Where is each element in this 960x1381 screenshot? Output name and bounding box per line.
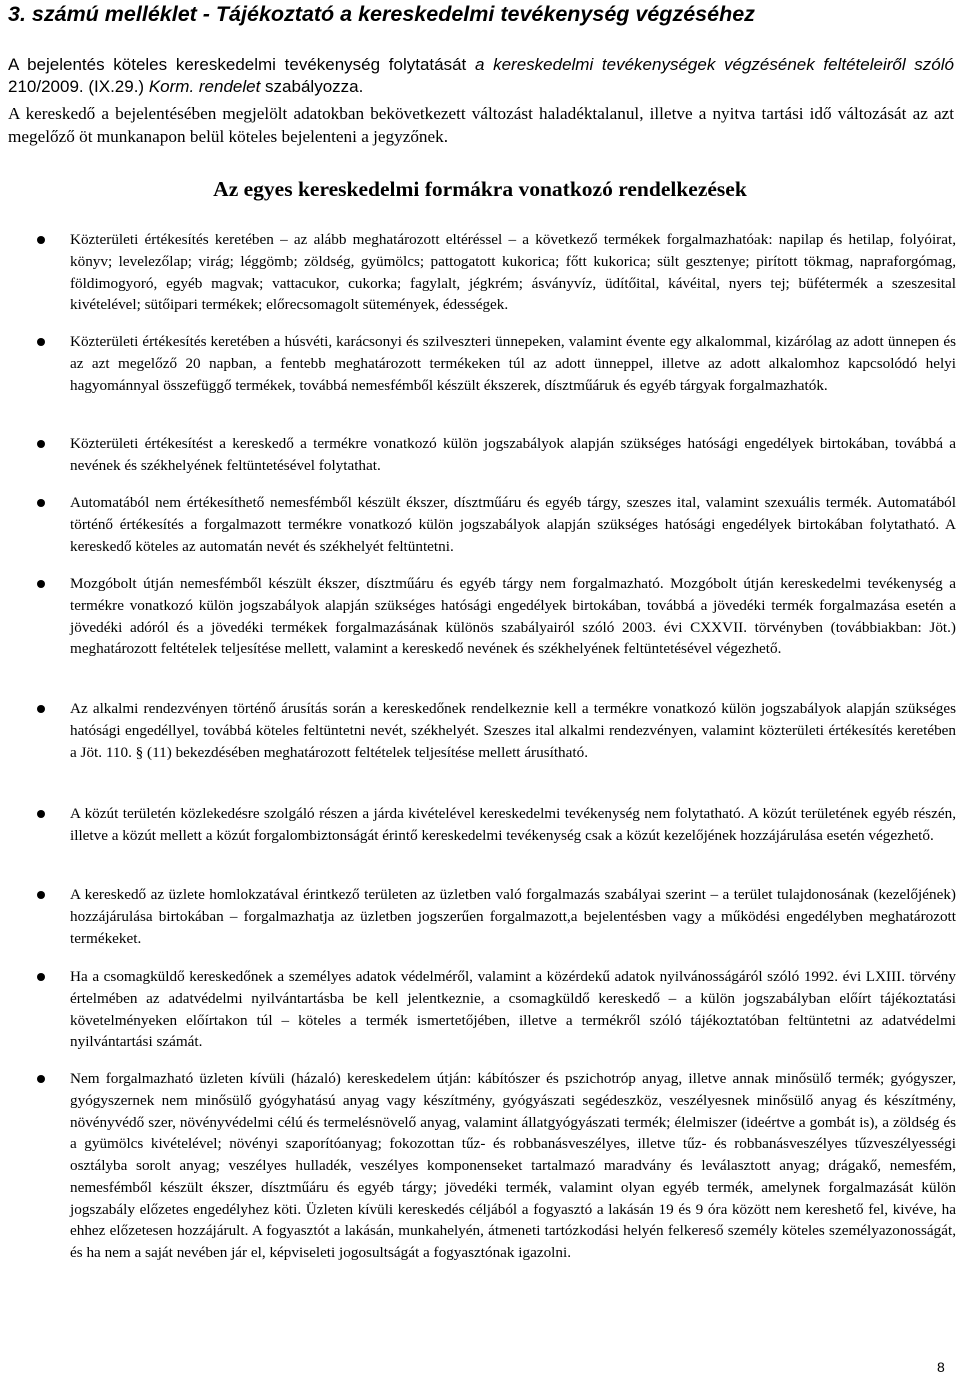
- intro-paragraph-regulation: [8, 54, 954, 98]
- bullet-icon: [37, 973, 45, 981]
- bullet-icon: [37, 499, 45, 507]
- list-item-text: Közterületi értékesítést a kereskedő a termékre vonatkozó külön jogszabályok alapján szükséges hatósági engedélyek birtokában, továbbá a nevének és székhelyének feltüntetésével folytathat.: [70, 435, 956, 474]
- bullet-icon: [37, 440, 45, 448]
- section-heading: Az egyes kereskedelmi formákra vonatkozó rendelkezések: [213, 177, 747, 201]
- intro-paragraph-changes: A kereskedő a bejelentésében megjelölt adatokban bekövetkezett változást haladéktalanul, illetve a nyitva tartási idő változását az azt megelőző öt munkanapon belül köteles bejelenteni a jegyzőnek.: [8, 104, 954, 146]
- bullet-icon: [37, 580, 45, 588]
- list-item-text: Mozgóbolt útján nemesfémből készült ékszer, dísztműáru és egyéb tárgy nem forgalmazható. Mozgóbolt útján kereskedelmi tevékenység a termékre vonatkozó külön jogszabályok alapján szükséges hatósági engedélyek birtokában, továbbá a jövedéki termék forgalmazása esetén a jövedéki adóról és a jövedéki termékek forgalmazásának különös szabályairól szóló 2003. évi CXXVII. törvényben (továbbiakban: Jöt.) meghatározott feltételek teljesítése mellett, valamint a kereskedő nevének és székhelyének feltüntetésével végezhető.: [70, 575, 956, 658]
- document-title: 3. számú melléklet - Tájékoztató a kereskedelmi tevékenység végzéséhez: [8, 2, 755, 26]
- bullet-icon: [37, 891, 45, 899]
- list-item-text: A kereskedő az üzlete homlokzatával érintkező területen az üzletben való forgalmazás szabályai szerint – a terület tulajdonosának (kezelőjének) hozzájárulása birtokában – forgalmazhatja az üzletben jogszerűen forgalmazott,a bejelentésben vagy a működési engedélyben meghatározott termékeket.: [70, 886, 956, 947]
- list-item-text: A közút területén közlekedésre szolgáló részen a járda kivételével kereskedelmi tevékenység nem folytatható. A közút területének egyéb részén, illetve a közút mellett a közút forgalombiztonságát érintő kereskedelmi tevékenység csak a közút kezelőjének hozzájárulása esetén végezhető.: [70, 805, 956, 844]
- regulation-number: 210/2009. (IX.29.): [8, 77, 149, 96]
- list-item-text: Nem forgalmazható üzleten kívüli (házaló) kereskedelem útján: kábítószer és pszichotróp anyag, illetve annak minősülő termék; gyógyszer, gyógyszernek nem minősülő gyógyhatású anyag vagy készítmény, gyógyászati segédeszköz, veszélyesnek minősülő anyag és készítmény, növényvédő szer, növényvédelmi célú és termelésnövelő anyag, valamint állatgyógyászati termék; élelmiszer (ideértve a gombát is), a zöldség és a gyümölcs kivételével; növényi szaporítóanyag; fokozottan tűz- és robbanásveszélyes, illetve tűz- és robbanásveszélyes tűzveszélyességi osztályba sorolt anyag; veszélyes hulladék, veszélyes komponenseket tartalmazó maradvány és leválasztott anyag; drágakő, nemesfém, nemesfémből készült ékszer, dísztműáru és egyéb tárgy; jövedéki termék, valamint olyan egyéb termék, amelynek forgalmazását külön jogszabály előzetes engedélyhez köti. Üzleten kívüli kereskedés céljából a fogyasztó a lakásán 19 és 9 óra között nem kereshető fel, kivéve, ha ehhez előzetesen hozzájárult. A fogyasztót a lakásán, munkahelyén, átmeneti tartózkodási helyén felkereső személy köteles személyazonosságát, és ha nem a saját nevében jár el, képviseleti jogosultságát a fogyasztónak igazolni.: [70, 1070, 956, 1261]
- regulation-title-italic: a kereskedelmi tevékenységek végzésének feltételeiről szóló: [474, 55, 954, 74]
- intro-text-end: szabályozza.: [260, 77, 364, 96]
- bullet-icon: [37, 236, 45, 244]
- list-item-text: Az alkalmi rendezvényen történő árusítás során a kereskedőnek rendelkeznie kell a termékre vonatkozó külön jogszabályok alapján szükséges hatósági engedéllyel, továbbá köteles feltüntetni nevét, székhelyét. Szeszes ital alkalmi rendezvényen, valamint közterületi értékesítés keretében a Jöt. 110. § (11) bekezdésében meghatározott feltételek teljesítése mellett árusítható.: [70, 700, 956, 761]
- page-number: 8: [937, 1359, 945, 1375]
- intro-text: A bejelentés köteles kereskedelmi tevékenység folytatását: [8, 55, 475, 74]
- list-item-text: Közterületi értékesítés keretében a húsvéti, karácsonyi és szilveszteri ünnepeken, valamint évente egy alkalommal, kizárólag az adott ünnepen és az azt megelőző 20 napban, a fentebb meghatározott termékeken túl az adott ünneppel, illetve az adott alkalomhoz kapcsolódó helyi hagyománnyal összefüggő termékek, továbbá nemesfémből készült ékszerek, dísztműáruk és egyéb tárgyak forgalmazhatók.: [70, 333, 956, 394]
- bullet-icon: [37, 810, 45, 818]
- list-item-text: Automatából nem értékesíthető nemesfémből készült ékszer, dísztműáru és egyéb tárgy, szeszes ital, valamint szexuális termék. Automatából történő értékesítés a forgalmazott termékre vonatkozó külön jogszabályok alapján szükséges hatósági engedélyek birtokában folytatható. A kereskedő köteles az automatán nevét és székhelyét feltüntetni.: [70, 494, 956, 555]
- bullet-icon: [37, 705, 45, 713]
- list-item-text: Közterületi értékesítés keretében – az alább meghatározott eltéréssel – a következő termékek forgalmazhatóak: napilap és hetilap, folyóirat, könyv; levelezőlap; virág; léggömb; zöldség, gyümölcs; pattogatott kukorica; főtt kukorica; sült gesztenye; pirított tökmag, napraforgómag, földimogyoró, egyéb magvak; vattacukor, cukorka; fagylalt, jégkrém; ásványvíz, üdítőital, kávéital, nyers tej; büfétermék a szeszesital kivételével; sütőipari termékek; előrecsomagolt sütemények, édességek.: [70, 231, 956, 314]
- bullet-icon: [37, 338, 45, 346]
- regulation-type-italic: Korm. rendelet: [148, 77, 261, 96]
- bullet-icon: [37, 1075, 45, 1083]
- list-item-text: Ha a csomagküldő kereskedőnek a személyes adatok védelméről, valamint a közérdekű adatok nyilvánosságáról szóló 1992. évi LXIII. törvény értelmében az adatvédelmi nyilvántartásba be kell jelentkeznie, a csomagküldő kereskedő – a külön jogszabályban előírt tájékoztatási követelményeken előírtakon túl – köteles a termék ismertetőjében, illetve a termékről szóló tájékoztatóban feltüntetni az adatvédelmi nyilvántartási számát.: [70, 968, 956, 1051]
